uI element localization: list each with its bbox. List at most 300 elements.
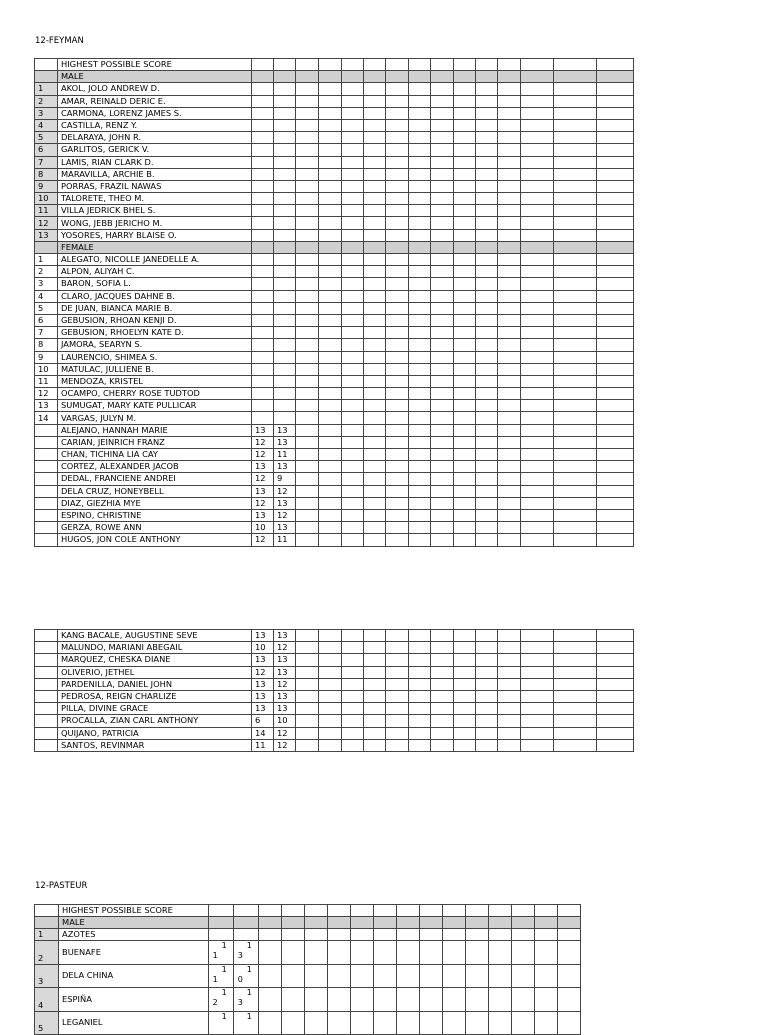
score-cell [454,363,476,375]
score-cell [252,59,274,71]
number-cell [35,241,58,253]
score-cell [319,254,342,266]
score-cell [252,388,274,400]
score-cell [386,690,409,702]
score-cell [498,727,521,739]
score-cell [454,522,476,534]
score-cell [319,690,342,702]
score-cell [252,180,274,192]
score-cell [364,388,386,400]
row-number: 11 [35,205,58,217]
score-cell [597,678,634,690]
score-cell [396,905,419,917]
score-cell [274,119,296,131]
student-name: PEDROSA, REIGN CHARLIZE [58,690,252,702]
score-cell [342,59,364,71]
table-row [35,449,634,461]
score-cell [296,412,319,424]
score-cell [597,180,634,192]
score-cell [281,917,304,929]
score-cell [319,630,342,642]
score-cell [554,630,597,642]
score-cell [431,193,454,205]
score-b-bottom: 3 [237,951,243,960]
score-cell [554,229,597,241]
score-2: 11 [274,534,296,546]
score-cell [364,193,386,205]
score-cell [476,363,498,375]
score-cell [498,217,521,229]
female-group-row [35,241,634,253]
table-row [35,522,634,534]
student-name: BUENAFE [59,941,209,965]
student-name: CHAN, TICHINA LIA CAY [58,449,252,461]
score-cell [557,929,580,941]
student-name: CASTILLA, RENZ Y. [58,119,252,131]
score-cell [296,71,319,83]
score-cell [476,180,498,192]
score-cell [554,59,597,71]
score-cell [274,302,296,314]
score-cell [454,193,476,205]
score-cell [498,436,521,448]
score-cell [597,400,634,412]
score-cell [454,424,476,436]
score-cell [373,988,396,1012]
score-cell [386,156,409,168]
score-cell [386,266,409,278]
score-cell [597,666,634,678]
table-row [35,266,634,278]
score-cell [521,485,554,497]
row-number: 7 [35,156,58,168]
header-label: HIGHEST POSSIBLE SCORE [58,59,252,71]
score-cell [274,205,296,217]
score-cell [386,739,409,751]
student-name: LAMIS, RIAN CLARK D. [58,156,252,168]
score-cell [488,1011,511,1035]
score-1: 13 [252,690,274,702]
score-cell [454,278,476,290]
table-row [35,254,634,266]
score-cell [409,522,431,534]
score-2: 11 [274,449,296,461]
score-cell [364,205,386,217]
student-name: WONG, JEBB JERICHO M. [58,217,252,229]
row-number: 13 [35,400,58,412]
score-cell [252,241,274,253]
score-cell [554,436,597,448]
score-cell [431,461,454,473]
feyman-continued-table [34,629,634,752]
score-cell [296,363,319,375]
score-cell [409,144,431,156]
score-cell [342,71,364,83]
score-cell [296,690,319,702]
score-cell [252,107,274,119]
score-cell [386,59,409,71]
score-cell [274,71,296,83]
score-cell [327,964,350,988]
score-cell [296,193,319,205]
score-cell [554,461,597,473]
row-number: 3 [35,278,58,290]
score-cell [386,642,409,654]
score-cell [304,917,327,929]
score-cell [258,929,281,941]
score-cell [281,1011,304,1035]
score-cell [364,424,386,436]
score-cell [386,71,409,83]
student-name: MARAVILLA, ARCHIE B. [58,168,252,180]
score-1: 10 [252,522,274,534]
score-cell [498,193,521,205]
score-cell [409,727,431,739]
score-cell [554,168,597,180]
score-cell [364,217,386,229]
student-name: DELA CRUZ, HONEYBELL [58,485,252,497]
score-cell [476,119,498,131]
score-cell [554,205,597,217]
score-cell [431,485,454,497]
student-name: GERZA, ROWE ANN [58,522,252,534]
table-row [35,351,634,363]
row-number [35,473,58,485]
score-cell [476,241,498,253]
score-cell [386,388,409,400]
score-cell [364,302,386,314]
score-2: 13 [274,690,296,702]
score-cell [386,678,409,690]
score-cell [252,327,274,339]
score-cell [498,666,521,678]
student-name: ALPON, ALIYAH C. [58,266,252,278]
score-cell [319,339,342,351]
score-cell [454,412,476,424]
row-number [35,497,58,509]
score-cell [296,739,319,751]
row-number [35,449,58,461]
row-number: 2 [35,941,59,965]
score-cell [521,727,554,739]
score-cell [521,107,554,119]
score-cell [431,400,454,412]
score-cell [409,290,431,302]
table-row [35,678,634,690]
row-number [35,485,58,497]
score-cell [454,485,476,497]
score-cell [364,144,386,156]
score-cell [252,229,274,241]
score-cell [396,964,419,988]
student-name: LAURENCIO, SHIMEA S. [58,351,252,363]
score-cell [554,534,597,546]
row-number: 13 [35,229,58,241]
student-name: PROCALLA, ZIAN CARL ANTHONY [58,715,252,727]
score-cell [498,534,521,546]
score-cell [342,266,364,278]
score-cell [521,654,554,666]
score-cell [319,278,342,290]
row-number: 1 [35,83,58,95]
score-cell [554,424,597,436]
student-name: SANTOS, REVINMAR [58,739,252,751]
score-cell [319,229,342,241]
score-cell [431,509,454,521]
score-cell [521,327,554,339]
score-cell [431,388,454,400]
score-cell [557,964,580,988]
score-cell [386,107,409,119]
score-cell [431,144,454,156]
score-cell [296,241,319,253]
score-cell [364,509,386,521]
score-cell [409,534,431,546]
score-cell [364,132,386,144]
score-cell [521,388,554,400]
score-cell [431,449,454,461]
score-a-top: 1 [221,988,227,997]
score-1: 13 [252,509,274,521]
table-row [35,229,634,241]
score-cell [252,193,274,205]
score-cell [521,83,554,95]
table-row [35,119,634,131]
score-cell [498,412,521,424]
score-cell [498,156,521,168]
header-row [35,905,581,917]
score-cell [521,278,554,290]
table-row [35,715,634,727]
score-1: 13 [252,424,274,436]
score-cell [498,497,521,509]
score-cell [465,929,488,941]
score-cell [454,666,476,678]
score-cell [521,690,554,702]
score-cell [409,473,431,485]
score-cell [498,363,521,375]
score-cell [364,534,386,546]
score-1: 13 [252,485,274,497]
table-row [35,654,634,666]
table-row [35,132,634,144]
score-cell [386,534,409,546]
score-cell [597,739,634,751]
table-row [35,375,634,387]
score-cell [465,988,488,1012]
row-number [35,509,58,521]
score-cell [554,739,597,751]
score-cell [431,314,454,326]
table-row [35,302,634,314]
score-cell [465,964,488,988]
score-cell [373,1011,396,1035]
score-cell [454,241,476,253]
score-cell [554,412,597,424]
table-row [35,95,634,107]
score-cell [521,400,554,412]
score-cell [476,642,498,654]
score-1: 6 [252,715,274,727]
score-cell [554,666,597,678]
score-cell [208,929,233,941]
score-cell [364,107,386,119]
score-cell [364,727,386,739]
score-cell [252,205,274,217]
score-cell [465,1011,488,1035]
score-cell [454,497,476,509]
score-cell [274,266,296,278]
score-cell [258,905,281,917]
student-name: DE JUAN, BIANCA MARIE B. [58,302,252,314]
score-cell [319,522,342,534]
table-row [35,727,634,739]
score-cell [521,314,554,326]
score-cell [386,95,409,107]
score-cell [350,917,373,929]
row-number: 11 [35,375,58,387]
score-cell [396,941,419,965]
score-cell [409,678,431,690]
table-row [35,205,634,217]
table-row [35,107,634,119]
score-cell [364,436,386,448]
score-cell [386,351,409,363]
score-cell [350,929,373,941]
student-name: YOSORES, HARRY BLAISE O. [58,229,252,241]
score-cell [521,363,554,375]
score-1: 13 [252,678,274,690]
score-cell [454,302,476,314]
score-a-bottom: 1 [212,951,218,960]
score-cell [342,534,364,546]
score-cell [521,630,554,642]
score-cell [476,205,498,217]
score-cell [454,400,476,412]
score-cell [476,156,498,168]
score-cell [319,156,342,168]
score-cell [419,905,442,917]
score-cell [454,534,476,546]
score-cell [409,388,431,400]
score-cell [498,339,521,351]
score-1: 11 [252,739,274,751]
score-cell [342,424,364,436]
score-cell [386,630,409,642]
row-number [35,727,58,739]
row-number: 2 [35,266,58,278]
score-cell [252,266,274,278]
score-cell [534,988,557,1012]
score-cell [454,156,476,168]
score-cell [476,314,498,326]
score-cell [511,917,534,929]
score-cell [386,375,409,387]
score-cell [476,229,498,241]
student-name: ALEJANO, HANNAH MARIE [58,424,252,436]
score-cell [364,363,386,375]
score-1: 12 [252,449,274,461]
score-cell [554,690,597,702]
score-cell [252,254,274,266]
score-cell [476,83,498,95]
score-2: 13 [274,666,296,678]
score-cell [373,964,396,988]
score-cell [476,739,498,751]
score-cell [386,254,409,266]
score-cell [431,59,454,71]
score-cell [476,351,498,363]
row-number [35,436,58,448]
score-cell [409,461,431,473]
score-cell [296,168,319,180]
score-cell [319,654,342,666]
score-cell [296,351,319,363]
score-cell [498,630,521,642]
score-cell [274,83,296,95]
score-cell [511,905,534,917]
score-cell [597,727,634,739]
score-cell [296,107,319,119]
score-cell [557,1011,580,1035]
score-cell [364,473,386,485]
score-cell [252,412,274,424]
score-cell [476,302,498,314]
score-cell [252,351,274,363]
score-cell [386,193,409,205]
score-cell [442,905,465,917]
score-cell [498,83,521,95]
score-cell [431,727,454,739]
score-cell [342,412,364,424]
score-cell [319,400,342,412]
score-cell [296,119,319,131]
score-cell [342,107,364,119]
score-cell [258,941,281,965]
score-cell [386,715,409,727]
score-cell [342,690,364,702]
score-cell [454,642,476,654]
score-cell [498,388,521,400]
score-cell [364,83,386,95]
score-cell [342,522,364,534]
score-cell [296,266,319,278]
score-cell [319,497,342,509]
student-name: ESPINO, CHRISTINE [58,509,252,521]
score-cell [476,449,498,461]
score-cell [342,715,364,727]
score-1: 14 [252,727,274,739]
score-cell [409,314,431,326]
score-cell [419,988,442,1012]
score-cell [296,83,319,95]
score-cell [554,400,597,412]
table-row [35,461,634,473]
score-cell [296,727,319,739]
score-cell [454,739,476,751]
score-1: 13 [252,630,274,642]
score-cell [597,630,634,642]
score-cell [498,302,521,314]
score-cell [431,168,454,180]
score-cell [498,449,521,461]
score-cell [364,497,386,509]
score-cell [208,917,233,929]
score-cell [409,412,431,424]
score-cell [274,95,296,107]
score-cell [281,964,304,988]
row-number: 3 [35,107,58,119]
